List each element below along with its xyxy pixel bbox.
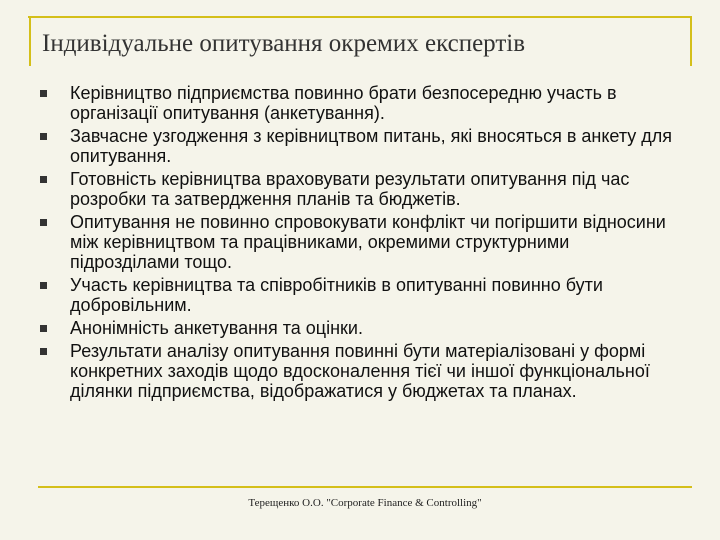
bullet-item <box>40 126 680 166</box>
bullet-item <box>40 212 680 272</box>
square-bullet-icon <box>40 219 47 226</box>
bullet-text: Керівництво підприємства повинно брати безпосередню участь в організації опитування (анкетування). <box>70 83 617 123</box>
slide-title: Індивідуальне опитування окремих експертів <box>42 30 526 57</box>
title-frame-top-rule <box>28 16 692 18</box>
bullet-list <box>40 83 680 404</box>
bullet-item <box>40 318 680 338</box>
square-bullet-icon <box>40 90 47 97</box>
bullet-item <box>40 169 680 209</box>
square-bullet-icon <box>40 133 47 140</box>
square-bullet-icon <box>40 325 47 332</box>
bullet-text: Готовність керівництва враховувати результати опитування під час розробки та затвердження планів та бюджетів. <box>70 169 630 209</box>
bullet-item <box>40 83 680 123</box>
footer-attribution: Терещенко О.О. "Corporate Finance & Controlling" <box>248 497 482 509</box>
bullet-text: Результати аналізу опитування повинні бути матеріалізовані у формі конкретних заходів щодо вдосконалення тієї чи іншої функціональної ділянки підприємства, відображатися у бюджетах та планах. <box>70 341 650 401</box>
title-frame-left-rule <box>29 16 31 66</box>
bullet-text: Участь керівництва та співробітників в опитуванні повинно бути добровільним. <box>70 275 603 315</box>
bullet-item <box>40 275 680 315</box>
square-bullet-icon <box>40 282 47 289</box>
title-frame-right-rule <box>690 16 692 66</box>
bullet-item <box>40 341 680 401</box>
square-bullet-icon <box>40 176 47 183</box>
square-bullet-icon <box>40 348 47 355</box>
bullet-text: Анонімність анкетування та оцінки. <box>70 318 363 338</box>
bullet-text: Завчасне узгодження з керівництвом питань, які вносяться в анкету для опитування. <box>70 126 673 166</box>
bullet-text: Опитування не повинно спровокувати конфлікт чи погіршити відносини між керівництвом та працівниками, окремими структурними підрозділами тощо. <box>70 212 666 272</box>
footer-rule <box>38 486 692 488</box>
